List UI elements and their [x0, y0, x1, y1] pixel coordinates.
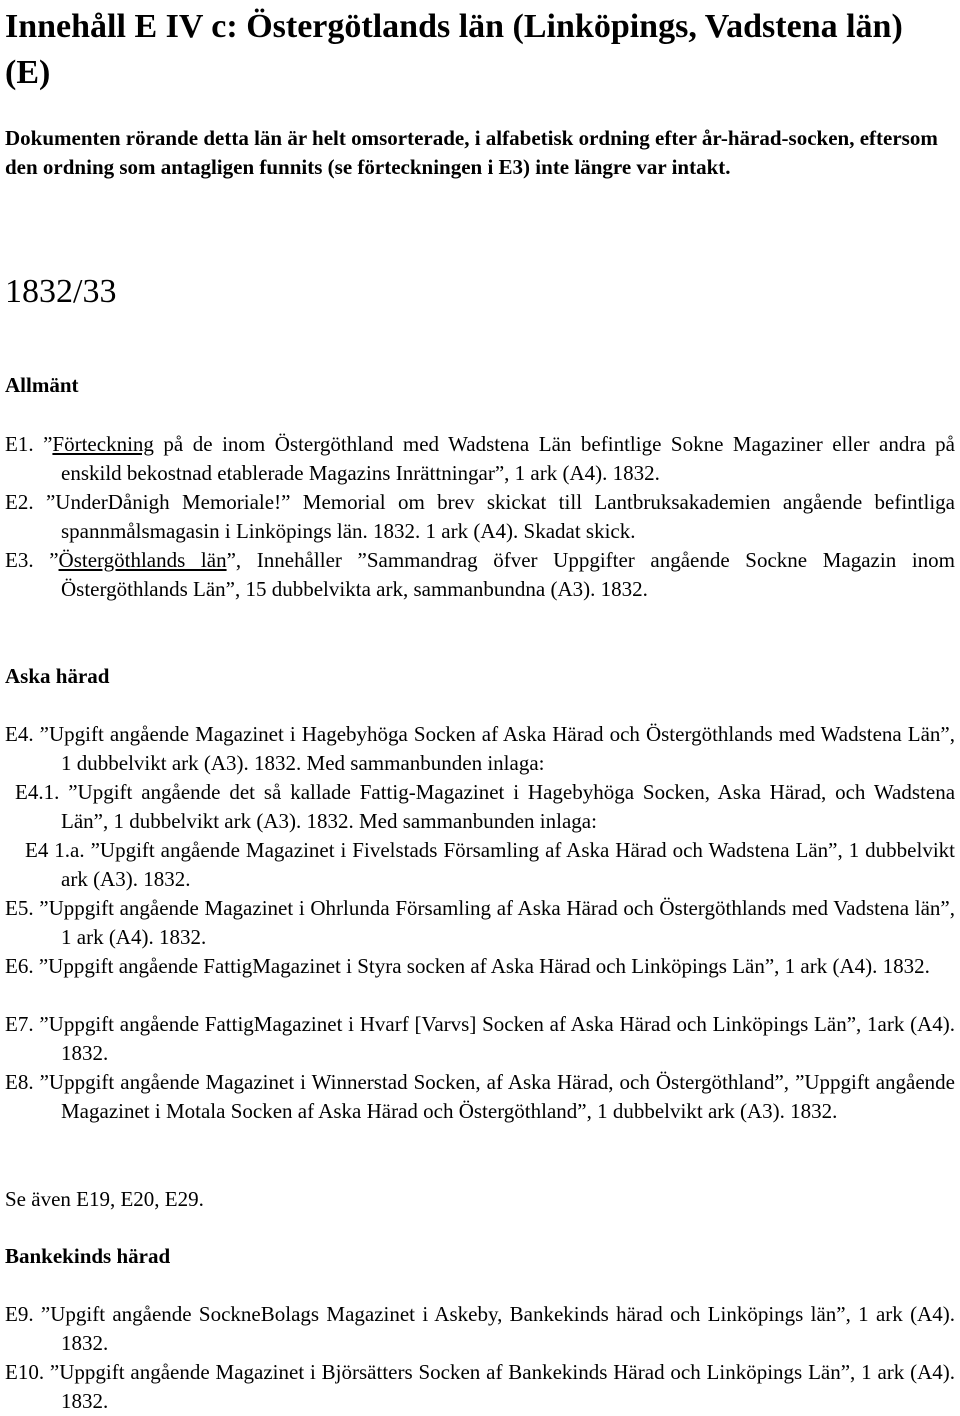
entry-code: E7.	[5, 1012, 34, 1036]
page-title: Innehåll E IV c: Östergötlands län (Linköpings, Vadstena län) (E)	[5, 8, 903, 91]
entry-code: E3.	[5, 548, 34, 572]
entry-text: ”Upgift angående Magazinet i Hagebyhöga Socken af Aska Härad och Östergöthlands med Wadstena Län”, 1 dubbelvikt ark (A3). 1832. Med sammanbunden inlaga:	[39, 722, 955, 775]
entry-code: E9.	[5, 1302, 34, 1326]
entry-text: ”Upgift angående SockneBolags Magazinet i Askeby, Bankekinds härad och Linköpings län”, 1 ark (A4). 1832.	[40, 1302, 956, 1355]
see-also-note: Se även E19, E20, E29.	[5, 1187, 204, 1211]
entry-text: ”Uppgift angående FattigMagazinet i Hvarf [Varvs] Socken af Aska Härad och Linköpings Län”, 1ark (A4). 1832.	[39, 1012, 955, 1065]
entry-code: E2.	[5, 490, 34, 514]
entry-title: UnderDånigh Memoriale!	[55, 490, 282, 514]
entry-e4	[5, 720, 955, 778]
entry-code: E8.	[5, 1070, 34, 1094]
entry-e6	[5, 952, 955, 981]
entry-code: E5.	[5, 896, 34, 920]
year-heading: 1832/33	[5, 273, 117, 310]
intro-paragraph: Dokumenten rörande detta län är helt omsorterade, i alfabetisk ordning efter år-härad-socken, eftersom den ordning som antagligen funnits (se förteckningen i E3) inte längre var intakt.	[5, 126, 938, 179]
entry-e7	[5, 1010, 955, 1068]
entry-e4-1a	[25, 836, 955, 894]
quote-mark: ”	[43, 432, 53, 456]
entry-title-link[interactable]: Östergöthlands län	[58, 548, 227, 572]
entry-code: E1.	[5, 432, 34, 456]
entry-text: ”Uppgift angående Magazinet i Winnerstad Socken, af Aska Härad, och Östergöthland”, ”Uppgift angående Magazinet i Motala Socken af Aska Härad och Östergöthland”, 1 dubbelvikt ark (A3). 1832.	[39, 1070, 956, 1123]
entry-text: ”, Innehåller ”Sammandrag öfver Uppgifter angående Sockne Magazin inom Östergöthlands Län”, 15 dubbelvikta ark, sammanbundna (A3). 1832.	[61, 548, 955, 601]
entry-e2	[5, 488, 955, 546]
entry-text: ”Upgift angående Magazinet i Fivelstads Församling af Aska Härad och Wadstena Län”, 1 dubbelvikt ark (A3). 1832.	[61, 838, 955, 891]
entry-code: E6.	[5, 954, 34, 978]
entry-code: E10.	[5, 1360, 45, 1384]
entry-text: ”Uppgift angående Magazinet i Björsätters Socken af Bankekinds Härad och Linköpings Län”, 1 ark (A4). 1832.	[49, 1360, 956, 1413]
entry-e10	[5, 1358, 955, 1416]
entry-code: E4 1.a.	[25, 838, 85, 862]
entry-e5	[5, 894, 955, 952]
entry-e1	[5, 430, 955, 488]
section-heading-allmant: Allmänt	[5, 373, 79, 397]
quote-mark: ”	[45, 490, 56, 514]
entry-text: på de inom Östergöthland med Wadstena Län befintlige Sokne Magaziner eller andra på enskild bekostnad etablerade Magazins Inrättningar”, 1 ark (A4). 1832.	[61, 432, 955, 485]
entry-e3	[5, 546, 955, 604]
entry-text: ”Uppgift angående FattigMagazinet i Styra socken af Aska Härad och Linköpings Län”, 1 ark (A4). 1832.	[38, 954, 930, 978]
section-heading-bankekind: Bankekinds härad	[5, 1244, 171, 1268]
quote-mark: ”	[49, 548, 59, 572]
entry-text: ”Upgift angående det så kallade Fattig-Magazinet i Hagebyhöga Socken, Aska Härad, och Wadstena Län”, 1 dubbelvikt ark (A3). 1832. Med sammanbunden inlaga:	[61, 780, 956, 833]
entry-e4-1	[15, 778, 955, 836]
entry-text: ”Uppgift angående Magazinet i Ohrlunda Församling af Aska Härad och Östergöthlands med Vadstena län”, 1 ark (A4). 1832.	[39, 896, 956, 949]
entry-code: E4.1.	[15, 780, 60, 804]
entry-code: E4.	[5, 722, 34, 746]
entry-title-link[interactable]: Förteckning	[52, 432, 154, 456]
entry-e8	[5, 1068, 955, 1126]
entry-text: ” Memorial om brev skickat till Lantbruksakademien angående befintliga spannmålsmagasin i Linköpings län. 1832. 1 ark (A4). Skadat skick.	[61, 490, 955, 543]
section-heading-aska: Aska härad	[5, 664, 110, 688]
entry-e9	[5, 1300, 955, 1358]
